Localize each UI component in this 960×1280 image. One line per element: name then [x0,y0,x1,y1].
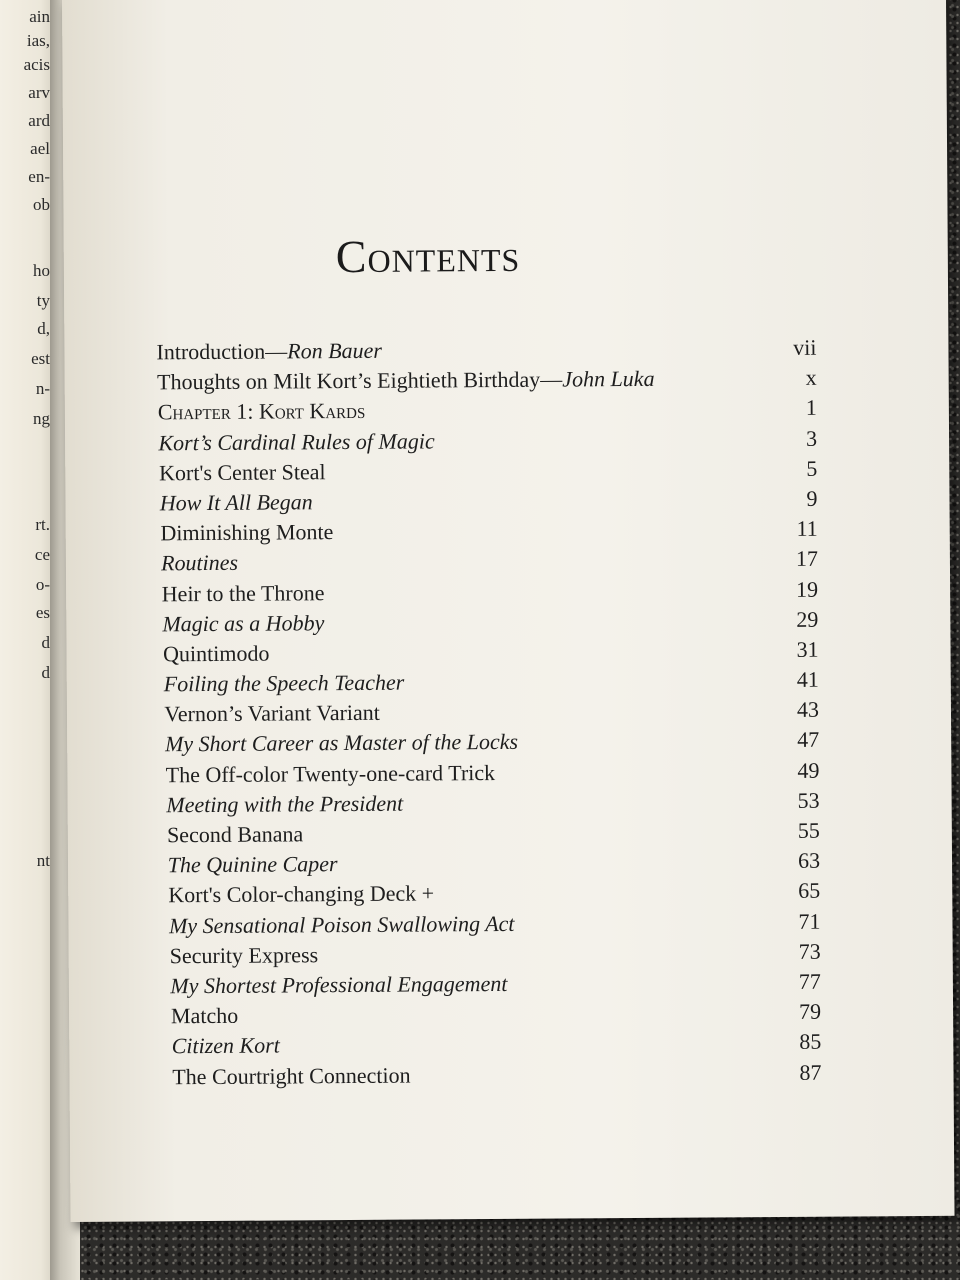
toc-entry [172,1027,822,1062]
toc-entry [168,846,821,881]
toc-entry-title: Quintimodo [162,640,270,667]
toc-entry-label [163,638,270,669]
toc-entry-label [162,608,324,639]
toc-entry-title: The Courtright Connection [172,1062,411,1089]
toc-entry-title: The Quinine Caper [167,851,338,878]
toc-entry-label [161,548,238,579]
facing-page-text-fragment: ain [29,7,50,26]
toc-entry [170,967,821,1002]
toc-entry-title: Meeting with the President [166,790,404,818]
toc-entry-label [168,849,338,880]
toc-entry-page-number: 55 [797,817,820,843]
facing-page-text-fragment: nt [36,851,50,870]
toc-entry-title: Chapter 1: Kort Kards [157,398,366,425]
toc-entry-title: My Shortest Professional Engagement [170,970,508,999]
toc-entry-label [172,1060,411,1092]
toc-entry [164,665,819,700]
toc-entry-title: How It All Began [159,489,313,516]
toc-entry-title: Kort's Center Steal [159,458,326,486]
toc-entry-label [162,578,325,609]
toc-entry-page-number: 87 [799,1059,822,1085]
facing-page-text-fragment: es [35,603,50,622]
toc-entry [168,876,820,911]
toc-entry-page-number: 1 [805,395,817,421]
toc-entry-title: The Off-color Twenty-one-card Trick [165,759,496,787]
toc-entry-page-number: 77 [798,968,821,994]
toc-entry-page-number: x [805,364,817,391]
toc-entry-page-number: 63 [797,847,821,874]
toc-entry-label [160,517,333,548]
toc-entry [172,1057,821,1092]
toc-entry-label [170,940,319,971]
toc-entry-title: My Sensational Poison Swallowing Act [168,910,515,938]
facing-page-text-fragment: d [41,663,50,682]
toc-entry-page-number: 53 [797,787,820,813]
facing-page-text-fragment: ce [34,545,50,564]
toc-entry-page-number: 5 [806,455,818,481]
toc-entry [156,333,816,368]
toc-entry-title: My Short Career as Master of the Locks [164,729,519,757]
toc-entry-title: Heir to the Throne [161,579,325,606]
toc-entry-title: Matcho [170,1002,239,1029]
toc-entry [171,997,821,1032]
toc-entry-label [171,1001,238,1031]
toc-entry-label [169,908,515,940]
facing-page-text-fragment: ael [30,139,50,158]
table-of-contents [156,333,821,1092]
facing-page-text-fragment: d [41,633,50,652]
toc-entry-author: Ron Bauer [287,337,383,364]
facing-page-text-fragment: ias, [26,31,50,50]
toc-entry-title: Citizen Kort [171,1032,280,1059]
toc-entry-label [165,727,518,759]
toc-entry [165,725,819,760]
toc-entry-title: Magic as a Hobby [162,609,325,637]
toc-entry-label [156,336,382,368]
toc-entry-page-number: 9 [806,485,818,511]
toc-entry [163,635,819,670]
toc-entry-page-number: 65 [798,878,821,904]
toc-entry-label [172,1031,280,1062]
toc-entry-title: Kort’s Cardinal Rules of Magic [158,427,435,455]
toc-entry [167,816,820,851]
toc-entry [159,453,817,488]
toc-entry-page-number: 49 [797,757,820,783]
toc-entry-title: Second Banana [166,821,304,848]
facing-page-text-fragment: ard [28,111,50,130]
toc-entry-label [170,969,507,1001]
toc-entry-label [158,426,434,458]
toc-entry [158,423,817,458]
facing-page-text-fragment: n- [35,379,50,398]
toc-entry-page-number: 3 [805,425,818,451]
toc-entry-page-number: 11 [796,515,818,542]
toc-entry-page-number: 29 [796,606,819,632]
toc-entry-title: Foiling the Speech Teacher [163,669,405,697]
toc-entry-title: Security Express [169,941,319,969]
toc-entry [162,574,819,609]
toc-entry-page-number: 41 [796,666,819,692]
toc-entry-author: John Luka [562,366,655,392]
toc-entry-label [166,788,403,820]
facing-page-text-fragment: ty [36,291,50,310]
facing-page-text-fragment: ob [33,195,50,214]
toc-entry [166,786,819,821]
toc-entry-label [164,698,380,730]
toc-entry [162,604,818,639]
facing-page-text-fragment: d, [37,319,50,338]
facing-page-text-fragment: rt. [35,515,50,534]
toc-entry-title: Kort's Color-changing Deck + [168,880,435,908]
toc-entry-label [164,668,405,700]
facing-page-text-fragment: ng [33,409,50,428]
toc-entry-page-number: 71 [798,908,821,934]
toc-entry-title: Routines [160,550,239,576]
toc-entry-label [157,364,655,397]
toc-entry-title: Introduction— [156,338,288,365]
toc-entry-page-number: 43 [796,696,820,723]
toc-entry [158,393,817,428]
toc-entry-title: Diminishing Monte [160,519,334,546]
toc-entry-label [158,396,366,427]
toc-entry-page-number: 73 [798,938,821,964]
toc-entry [160,484,818,519]
toc-entry-label [166,758,496,790]
toc-entry [157,363,817,398]
facing-page-text-fragment: ho [33,261,50,280]
toc-entry-page-number: 47 [797,727,820,753]
toc-entry-title: Vernon’s Variant Variant [164,700,380,727]
facing-page-text-fragment: est [31,349,50,368]
toc-entry [160,514,818,549]
facing-page-text-fragment: acis [23,55,50,74]
toc-entry-page-number: vii [793,334,817,360]
toc-entry [166,755,820,790]
toc-entry-label [160,487,313,518]
toc-entry [164,695,819,730]
contents-page [62,0,955,1222]
toc-entry-title: Thoughts on Milt Kort’s Eightieth Birthday— [157,366,563,395]
toc-entry-page-number: 31 [796,636,819,662]
toc-entry-page-number: 17 [795,546,819,572]
toc-entry [161,544,818,579]
facing-page-text-fragment: arv [28,83,50,102]
contents-title: Contents [335,229,521,283]
facing-page-text-fragment: o- [35,575,50,594]
toc-entry-page-number: 85 [799,1029,822,1055]
toc-entry-label [167,819,303,850]
toc-entry-label [168,879,434,911]
toc-entry-label [159,457,326,488]
toc-entry [169,906,821,941]
facing-page-text-fragment: en- [28,167,50,186]
toc-entry [170,936,821,971]
toc-entry-page-number: 79 [798,998,822,1025]
toc-entry-page-number: 19 [796,576,819,602]
